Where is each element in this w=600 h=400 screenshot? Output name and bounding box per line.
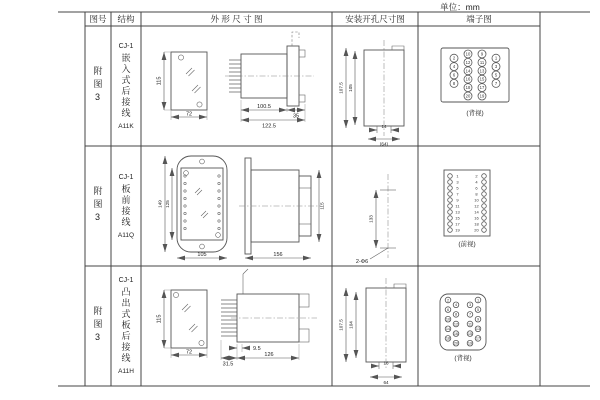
terminal-number: 16 [465, 76, 471, 82]
terminal-number: 17 [475, 336, 481, 341]
terminal-number: 9 [476, 317, 480, 322]
terminal-diagram-row2 [418, 146, 540, 266]
terminal-number: 14 [465, 68, 471, 74]
mounting-stud [200, 159, 205, 164]
dim-label: 156 [273, 252, 283, 258]
structure-label: 嵌入式后接线 [120, 52, 131, 119]
terminal-number: 20 [474, 227, 479, 233]
terminal-number: 5 [476, 307, 480, 312]
dim-label: 9.5 [253, 346, 261, 352]
header-fig-no: 图号 [89, 14, 107, 24]
terminal-number: 15 [479, 76, 485, 82]
terminal-circle [448, 204, 453, 209]
front-view [157, 52, 208, 120]
terminal-caption: (背视) [454, 355, 472, 362]
terminal-number: 17 [479, 85, 485, 91]
terminal-circle [482, 222, 487, 227]
model-label: CJ-1 [118, 277, 134, 284]
terminal-circle [448, 222, 453, 227]
terminal-number: 11 [468, 322, 472, 327]
dim-label: (64) [379, 141, 389, 147]
structure-code: A11H [118, 368, 134, 375]
terminal-number: 13 [479, 68, 485, 74]
terminal-number: 8 [475, 191, 478, 197]
side-view [221, 269, 317, 368]
hatch-mark [189, 324, 198, 332]
dim-label: 115 [156, 76, 163, 86]
terminal-pins-0 [450, 50, 500, 100]
cutout-notch [394, 284, 406, 288]
terminal-number: 15 [467, 331, 473, 336]
terminal-number: 15 [455, 215, 460, 221]
terminal-number: 12 [474, 203, 479, 209]
mounting-stud [200, 244, 205, 249]
dim-label: 31.5 [222, 361, 234, 368]
hatch-mark [182, 304, 191, 312]
mounting-diagram-row3 [332, 266, 418, 386]
terminal-number: 16 [474, 215, 479, 221]
terminal-number: 4 [452, 64, 456, 70]
lever-flag [243, 269, 248, 274]
dim-label: 125 [165, 200, 170, 208]
terminal-circle [448, 228, 453, 233]
terminal-number: 6 [475, 185, 478, 191]
dim-label: 133 [368, 215, 374, 223]
terminal-number: 7 [494, 80, 498, 86]
unit-label: 单位：mm [440, 2, 480, 12]
mounting-stud [173, 292, 178, 297]
terminal-number: 19 [479, 93, 485, 99]
mounting-diagram-row2 [332, 146, 418, 266]
terminal-number: 10 [474, 197, 479, 203]
terminal-circle [482, 216, 487, 221]
terminal-number: 17 [455, 221, 460, 227]
structure-code: A11Q [117, 231, 135, 239]
terminal-number: 19 [467, 341, 473, 346]
fig-no-cell-row3 [85, 266, 111, 386]
terminal-caption: (背视) [466, 110, 484, 117]
terminal-number: 18 [445, 336, 451, 341]
terminal-number: 16 [453, 331, 459, 336]
mounting-stud [199, 340, 204, 345]
terminal-number: 9 [456, 197, 459, 203]
terminal-number: 12 [465, 59, 471, 65]
dim-label: 126 [264, 352, 274, 358]
dim-label: 104 [348, 321, 354, 329]
structure-cell-row1 [111, 26, 141, 146]
header-outline-dims: 外 形 尺 寸 图 [210, 14, 263, 24]
dim-label: 72 [185, 349, 193, 356]
header-structure: 结构 [117, 14, 135, 24]
terminal-number: 2 [446, 298, 450, 303]
terminal-circle [448, 192, 453, 197]
model-label: CJ-1 [118, 42, 134, 50]
terminal-circle [482, 228, 487, 233]
hatch-mark [192, 85, 201, 93]
terminal-number: 2 [452, 55, 456, 61]
dim-label: 35 [292, 113, 300, 120]
terminal-number: 18 [474, 221, 479, 227]
dim-label: 115 [156, 314, 163, 324]
terminal-circle [482, 204, 487, 209]
mounting-stud [178, 55, 183, 60]
fig-no-text: 附图3 [92, 186, 103, 226]
dim-label: 16 [383, 360, 389, 366]
terminal-circle [448, 198, 453, 203]
terminal-number: 8 [452, 80, 456, 86]
terminal-number: 20 [465, 93, 471, 99]
dim-label: 149 [157, 200, 163, 208]
terminal-number: 7 [468, 312, 472, 317]
model-label: CJ-1 [118, 173, 134, 181]
dim-label: 115 [319, 202, 325, 210]
structure-cell-row3 [111, 266, 141, 386]
outline-diagram-row3 [141, 266, 332, 386]
dim-label: 105 [348, 84, 353, 92]
terminal-number: 13 [455, 209, 460, 215]
front-view [158, 156, 228, 258]
terminal-circle [448, 174, 453, 179]
hatch-mark [186, 68, 195, 76]
terminal-number: 20 [453, 341, 459, 346]
terminal-number: 12 [453, 322, 459, 327]
terminal-number: 1 [476, 298, 480, 303]
fig-no-text: 附图3 [92, 66, 103, 106]
terminal-number: 9 [480, 51, 484, 57]
fig-no-text: 附图3 [92, 306, 103, 346]
terminal-number: 4 [475, 179, 478, 185]
dim-label: 64 [383, 380, 389, 385]
dim-label: 107.5 [338, 82, 344, 94]
terminal-number: 13 [475, 327, 481, 332]
terminal-number: 18 [465, 85, 471, 91]
terminal-number: 1 [494, 55, 498, 61]
terminal-number: 10 [465, 51, 471, 57]
terminal-number: 14 [474, 209, 479, 215]
terminal-number: 4 [454, 303, 458, 308]
dim-label: 122.5 [262, 123, 276, 130]
terminal-number: 19 [455, 227, 460, 233]
terminal-number: 3 [456, 179, 459, 185]
terminal-circle [482, 210, 487, 215]
terminal-number: 3 [468, 303, 472, 308]
dim-label: 72 [185, 111, 193, 118]
terminal-circle [482, 180, 487, 185]
terminal-circle [448, 210, 453, 215]
terminal-number: 14 [445, 327, 451, 332]
dim-label: 100.5 [257, 104, 271, 110]
structure-label: 凸出式板后接线 [120, 287, 131, 364]
outline-diagram-row1 [141, 26, 332, 146]
terminal-circle [448, 186, 453, 191]
cutout-notch [392, 46, 404, 50]
mounting-stud [197, 102, 202, 107]
terminal-pins-1 [448, 173, 487, 232]
structure-cell-row2 [111, 146, 141, 266]
terminal-strip-dots [184, 175, 220, 230]
dashed-hook [292, 32, 299, 46]
hatch-mark [201, 211, 208, 218]
hatch-mark [195, 188, 202, 195]
structure-label: 板前接线 [120, 183, 131, 228]
terminal-number: 5 [494, 72, 498, 78]
terminal-number: 7 [456, 191, 459, 197]
terminal-number: 6 [446, 307, 450, 312]
terminal-caption: (前视) [458, 241, 476, 248]
terminal-circle [482, 174, 487, 179]
dim-label: 105 [197, 252, 207, 258]
terminal-circle [482, 186, 487, 191]
terminal-number: 6 [452, 72, 456, 78]
fig-no-cell-row2 [85, 146, 111, 266]
header-mounting-dims: 安装开孔尺寸图 [345, 14, 405, 24]
mounting-stud [216, 233, 221, 238]
side-view [225, 32, 314, 130]
outline-diagram-row2 [141, 146, 332, 266]
terminal-circle [448, 180, 453, 185]
terminal-diagram-row1 [418, 26, 540, 146]
terminal-diagram-row3 [418, 266, 540, 386]
leader-line [370, 248, 388, 259]
terminal-number: 1 [456, 173, 459, 179]
fig-no-cell-row1 [85, 26, 111, 146]
structure-code: A11K [118, 122, 134, 130]
dim-label: 2-Φ6 [355, 259, 369, 265]
terminal-number: 3 [494, 64, 498, 70]
terminal-number: 5 [456, 185, 459, 191]
terminal-number: 11 [479, 59, 485, 65]
side-view [239, 158, 325, 258]
front-view [157, 290, 208, 358]
terminal-number: 10 [445, 317, 451, 322]
terminal-pins-2 [445, 297, 481, 346]
dim-label: 107.5 [338, 319, 344, 331]
terminal-circle [482, 192, 487, 197]
terminal-number: 8 [454, 312, 458, 317]
mounting-diagram-row1 [332, 26, 418, 146]
terminal-number: 11 [455, 203, 460, 209]
dim-label: 14 [381, 124, 387, 129]
header-terminal: 端子图 [466, 14, 492, 24]
terminal-circle [448, 216, 453, 221]
terminal-number: 2 [475, 173, 478, 179]
terminal-circle [482, 198, 487, 203]
